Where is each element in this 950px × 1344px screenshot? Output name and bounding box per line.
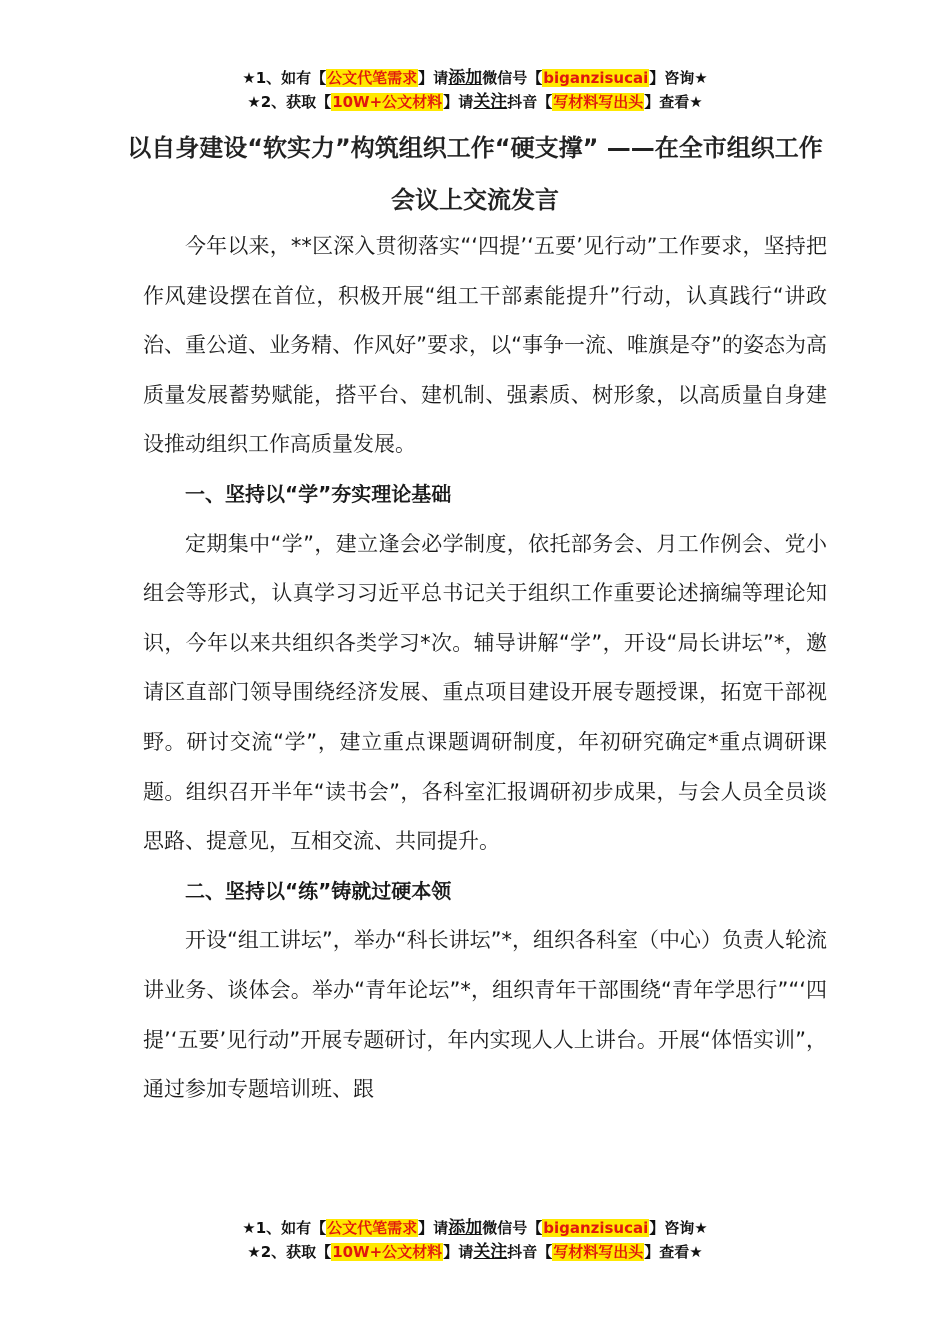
promo-highlight-douyin-id: 写材料写出头 (553, 1243, 644, 1261)
promo-line-2 (0, 1240, 950, 1264)
promo-line-1 (0, 1216, 950, 1240)
section-paragraph-1: 定期集中“学”，建立逢会必学制度，依托部务会、月工作例会、党小组会等形式，认真学习习近平总书记关于组织工作重要论述摘编等理论知识，今年以来共组织各类学习*次。辅导讲解“学”，开设“局长讲坛”*，邀请区直部门领导围绕经济发展、重点项目建设开展专题授课，拓宽干部视野。研讨交流“学”，建立重点课题调研制度，年初研究确定*重点调研课题。组织召开半年“读书会”，各科室汇报调研初步成果，与会人员全员谈思路、提意见，互相交流、共同提升。 (143, 531, 827, 854)
promo-emphasis: 关注 (473, 1242, 508, 1262)
intro-paragraph: 今年以来，**区深入贯彻落实“‘四提’‘五要’见行动”工作要求，坚持把作风建设摆在首位，积极开展“组工干部素能提升”行动，认真践行“讲政治、重公道、业务精、作风好”要求，以“事争一流、唯旗是夺”的姿态为高质量发展蓄势赋能，搭平台、建机制、强素质、树形象，以高质量自身建设推动组织工作高质量发展。 (143, 234, 827, 457)
promo-text: 】咨询★ (649, 69, 708, 87)
promo-text: 微信号【 (482, 1219, 543, 1237)
document-body (143, 222, 827, 1115)
promo-text: 】查看★ (644, 1243, 703, 1261)
promo-emphasis: 关注 (473, 92, 508, 112)
promo-banner-bottom (0, 1216, 950, 1264)
promo-highlight: 10W+公文材料 (332, 93, 443, 111)
section-heading-1: 一、坚持以“学”夯实理论基础 (185, 481, 452, 506)
promo-text: 抖音【 (507, 93, 553, 111)
promo-highlight: 10W+公文材料 (332, 1243, 443, 1261)
promo-emphasis: 添加 (448, 68, 483, 88)
promo-text: 】咨询★ (649, 1219, 708, 1237)
promo-highlight: 公文代笔需求 (327, 1219, 418, 1237)
promo-text: 】请 (443, 93, 474, 111)
promo-text: 】请 (418, 69, 449, 87)
promo-text: 微信号【 (482, 69, 543, 87)
promo-text: 】请 (443, 1243, 474, 1261)
promo-text: ★2、获取【 (247, 93, 332, 111)
promo-emphasis: 添加 (448, 1218, 483, 1238)
promo-text: ★2、获取【 (247, 1243, 332, 1261)
promo-text: 】请 (418, 1219, 449, 1237)
promo-text: ★1、如有【 (242, 69, 327, 87)
document-title: 以自身建设“软实力”构筑组织工作“硬支撑” ——在全市组织工作会议上交流发言 (127, 134, 823, 214)
promo-highlight-wechat-id: biganzisucai (543, 1219, 649, 1237)
section-paragraph-2: 开设“组工讲坛”，举办“科长讲坛”*，组织各科室（中心）负责人轮流讲业务、谈体会。举办“青年论坛”*，组织青年干部围绕“青年学思行”“‘四提’‘五要’见行动”开展专题研讨，年内实现人人上讲台。开展“体悟实训”，通过参加专题培训班、跟 (143, 928, 828, 1102)
section-heading-2: 二、坚持以“练”铸就过硬本领 (185, 878, 452, 903)
promo-highlight-wechat-id: biganzisucai (543, 69, 649, 87)
promo-text: 】查看★ (644, 93, 703, 111)
promo-banner-top (0, 66, 950, 114)
promo-highlight: 公文代笔需求 (327, 69, 418, 87)
promo-text: ★1、如有【 (242, 1219, 327, 1237)
promo-line-2 (0, 90, 950, 114)
promo-highlight-douyin-id: 写材料写出头 (553, 93, 644, 111)
promo-text: 抖音【 (507, 1243, 553, 1261)
promo-line-1 (0, 66, 950, 90)
